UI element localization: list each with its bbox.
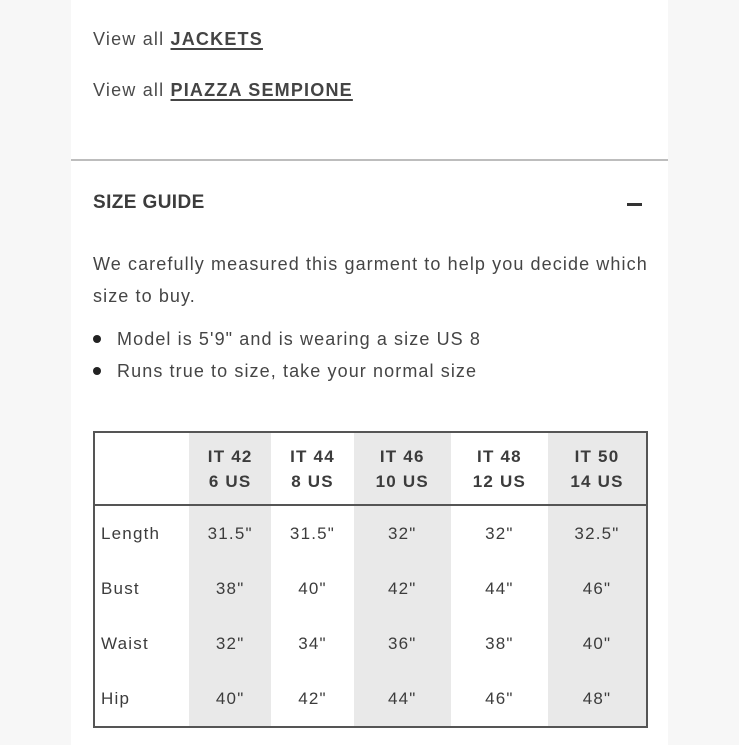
size-column-header: IT 48 12 US <box>451 432 548 505</box>
size-chart-table <box>93 431 648 728</box>
table-cell: 31.5" <box>289 523 336 543</box>
table-header-row <box>94 432 647 505</box>
table-cell: 32" <box>354 505 451 561</box>
table-row <box>94 671 647 727</box>
table-cell: 40" <box>189 671 271 727</box>
view-all-prefix: View all <box>93 29 165 49</box>
list-item <box>93 325 481 357</box>
list-item <box>93 357 481 389</box>
product-details-panel <box>71 0 668 745</box>
table-row <box>94 616 647 671</box>
piazza-sempione-link[interactable]: PIAZZA SEMPIONE <box>170 80 353 100</box>
table-cell: 32" <box>485 523 514 543</box>
table-cell: 40" <box>548 616 647 671</box>
bullet-icon <box>93 335 101 343</box>
table-cell: 48" <box>548 671 647 727</box>
section-divider <box>71 159 668 161</box>
size-guide-intro: We carefully measured this garment to help you decide which size to buy. <box>93 254 648 306</box>
size-column-header: IT 46 10 US <box>354 432 451 505</box>
table-cell: 46" <box>548 561 647 616</box>
table-cell: 36" <box>354 616 451 671</box>
size-column-header: IT 44 8 US <box>271 432 353 505</box>
table-cell: 32.5" <box>548 505 647 561</box>
row-label: Length <box>101 523 161 543</box>
row-label: Waist <box>101 633 149 653</box>
jackets-link[interactable]: JACKETS <box>170 29 263 49</box>
row-label: Bust <box>101 578 140 598</box>
table-cell: 44" <box>485 578 514 598</box>
view-all-piazza-sempione <box>93 80 353 101</box>
table-cell: 44" <box>354 671 451 727</box>
table-row <box>94 505 647 561</box>
table-cell: 40" <box>298 578 327 598</box>
size-guide-title[interactable]: SIZE GUIDE <box>93 192 205 213</box>
bullet-icon <box>93 367 101 375</box>
minus-icon[interactable] <box>627 203 642 206</box>
view-all-prefix: View all <box>93 80 165 100</box>
size-note: Runs true to size, take your normal size <box>117 361 478 381</box>
table-row <box>94 561 647 616</box>
table-cell: 38" <box>485 633 514 653</box>
size-column-header: IT 42 6 US <box>189 432 271 505</box>
table-cell: 34" <box>298 633 327 653</box>
table-cell: 32" <box>189 616 271 671</box>
view-all-jackets <box>93 29 263 50</box>
size-note: Model is 5'9" and is wearing a size US 8 <box>117 329 481 349</box>
size-notes-list <box>93 325 481 389</box>
table-cell: 31.5" <box>189 505 271 561</box>
table-cell: 38" <box>189 561 271 616</box>
size-column-header: IT 50 14 US <box>548 432 647 505</box>
empty-header-cell <box>94 432 189 505</box>
table-cell: 46" <box>485 688 514 708</box>
table-cell: 42" <box>354 561 451 616</box>
table-cell: 42" <box>298 688 327 708</box>
row-label: Hip <box>101 688 131 708</box>
